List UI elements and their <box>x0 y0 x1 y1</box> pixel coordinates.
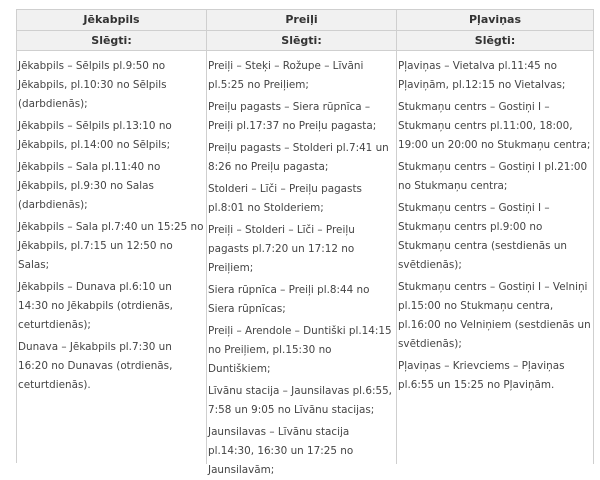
column-header: Jēkabpils <box>17 10 206 31</box>
route-entry: Stolderi – Līči – Preiļu pagasts pl.8:01 no Stolderiem; <box>208 183 362 214</box>
route-entry: Stukmaņu centrs – Gostiņi I pl.21:00 no Stukmaņu centra; <box>398 161 588 192</box>
schedule-table <box>16 9 594 476</box>
column-subheader: Slēgti: <box>17 31 206 51</box>
route-entry: Jēkabpils – Sala pl.11:40 no Jēkabpils, pl.9:30 no Salas (darbdienās); <box>18 161 161 211</box>
column-jekabpils <box>17 10 207 464</box>
route-entry: Jēkabpils – Sēlpils pl.13:10 no Jēkabpils, pl.14:00 no Sēlpils; <box>18 120 172 151</box>
route-entry: Stukmaņu centrs – Gostiņi I – Stukmaņu centrs pl.11:00, 18:00, 19:00 un 20:00 no Stukmaņu centra; <box>398 101 591 151</box>
column-preili <box>207 10 397 476</box>
column-header: Preiļi <box>207 10 396 31</box>
column-subheader: Slēgti: <box>397 31 593 51</box>
route-entry: Preiļi – Stolderi – Līči – Preiļu pagasts pl.7:20 un 17:12 no Preiļiem; <box>208 224 355 274</box>
route-entry: Dunava – Jēkabpils pl.7:30 un 16:20 no Dunavas (otrdienās, ceturtdienās). <box>18 341 173 391</box>
column-header: Pļaviņas <box>397 10 593 31</box>
route-entry: Preiļi – Steķi – Rožupe – Līvāni pl.5:25 no Preiļiem; <box>208 60 364 91</box>
route-entry: Preiļu pagasts – Siera rūpnīca – Preiļi pl.17:37 no Preiļu pagasta; <box>208 101 377 132</box>
column-plavinas <box>397 10 594 464</box>
route-entry: Stukmaņu centrs – Gostiņi I – Velniņi pl.15:00 no Stukmaņu centra, pl.16:00 no Velniņiem (sestdienās un svētdienās); <box>398 281 591 350</box>
route-entry: Preiļu pagasts – Stolderi pl.7:41 un 8:26 no Preiļu pagasta; <box>208 142 389 173</box>
route-entry: Jaunsilavas – Līvānu stacija pl.14:30, 16:30 un 17:25 no Jaunsilavām; <box>208 426 354 476</box>
route-entry: Jēkabpils – Sēlpils pl.9:50 no Jēkabpils, pl.10:30 no Sēlpils (darbdienās); <box>18 60 167 110</box>
route-entry: Jēkabpils – Sala pl.7:40 un 15:25 no Jēkabpils, pl.7:15 un 12:50 no Salas; <box>18 221 204 271</box>
route-entry: Jēkabpils – Dunava pl.6:10 un 14:30 no Jēkabpils (otrdienās, ceturtdienās); <box>18 281 173 331</box>
column-subheader: Slēgti: <box>207 31 396 51</box>
route-entry: Līvānu stacija – Jaunsilavas pl.6:55, 7:58 un 9:05 no Līvānu stacijas; <box>208 385 392 416</box>
route-entry: Siera rūpnīca – Preiļi pl.8:44 no Siera rūpnīcas; <box>208 284 370 315</box>
route-entry: Pļaviņas – Vietalva pl.11:45 no Pļaviņām, pl.12:15 no Vietalvas; <box>398 60 566 91</box>
route-entry: Stukmaņu centrs – Gostiņi I – Stukmaņu centrs pl.9:00 no Stukmaņu centra (sestdienās un svētdienās); <box>398 202 568 271</box>
route-entry: Pļaviņas – Krievciems – Pļaviņas pl.6:55 un 15:25 no Pļaviņām. <box>398 360 565 391</box>
route-entry: Preiļi – Arendole – Duntiški pl.14:15 no Preiļiem, pl.15:30 no Duntiškiem; <box>208 325 392 375</box>
